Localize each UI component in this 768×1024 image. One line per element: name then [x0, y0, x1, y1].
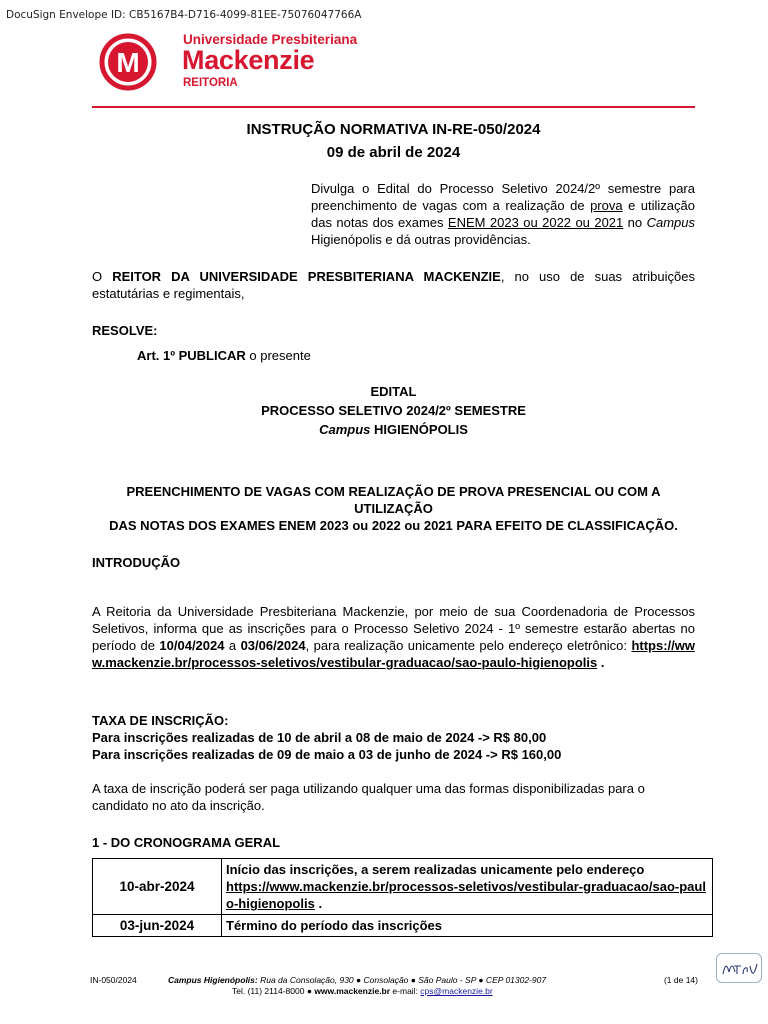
footer-code: IN-050/2024 — [90, 975, 137, 985]
footer-contact: Tel. (11) 2114-8000 ● www.mackenzie.br e-mail: cps@mackenzie.br — [232, 986, 493, 996]
ementa: Divulga o Edital do Processo Seletivo 2024/2º semestre para preenchimento de vagas com a realização de prova e utilização das notas dos exames ENEM 2023 ou 2022 ou 2021 no Campus Higienópolis e dá outras providências. — [311, 181, 695, 247]
taxa-inscricao: TAXA DE INSCRIÇÃO: Para inscrições realizadas de 10 de abril a 08 de maio de 2024 -> R$ 80,00 Para inscrições realizadas de 09 de maio a 03 de junho de 2024 -> R$ 160,00 — [92, 713, 562, 762]
initials-stamp — [716, 953, 762, 983]
header-divider — [92, 106, 695, 108]
logo-university: Universidade Presbiteriana — [183, 32, 358, 47]
cronograma-date: 10-abr-2024 — [93, 859, 222, 915]
document-date: 09 de abril de 2024 — [326, 144, 461, 161]
footer-email-link[interactable]: cps@mackenzie.br — [420, 986, 493, 996]
logo-subtitle: REITORIA — [183, 77, 238, 89]
taxa-paragraph: A taxa de inscrição poderá ser paga utilizando qualquer uma das formas disponibilizadas para o candidato no ato da inscrição. — [92, 781, 645, 813]
reitor-paragraph: O REITOR DA UNIVERSIDADE PRESBITERIANA MACKENZIE, no uso de suas atribuições estatutárias e regimentais, — [92, 269, 695, 301]
docusign-envelope-id: DocuSign Envelope ID: CB5167B4-D716-4099-81EE-75076047766A — [6, 9, 362, 21]
mackenzie-logo-icon — [98, 32, 158, 92]
introducao-heading: INTRODUÇÃO — [92, 555, 181, 570]
logo-name: Mackenzie — [182, 45, 315, 75]
cronograma-table — [92, 858, 713, 937]
intro-link[interactable]: https://www.mackenzie.br/processos-seletivos/vestibular-graduacao/sao-paulo-higienopolis — [92, 638, 695, 670]
cronograma-description: Término do período das inscrições — [222, 915, 713, 937]
table-row — [93, 859, 713, 915]
cronograma-date: 03-jun-2024 — [93, 915, 222, 937]
cronograma-heading: 1 - DO CRONOGRAMA GERAL — [92, 835, 281, 850]
document-title: INSTRUÇÃO NORMATIVA IN-RE-050/2024 — [246, 121, 541, 138]
cronograma-description: Início das inscrições, a serem realizadas unicamente pelo endereço https://www.mackenzie.br/processos-seletivos/vestibular-graduacao/sao-paulo-higienopolis . — [222, 859, 713, 915]
introducao-paragraph: A Reitoria da Universidade Presbiteriana Mackenzie, por meio de sua Coordenadoria de Processos Seletivos, informa que as inscrições para o Processo Seletivo 2024 - 1º semestre estarão abertas no período de 10/04/2024 a 03/06/2024, para realização unicamente pelo endereço eletrônico: https://www.mackenzie.br/processos-seletivos/vestibular-graduacao/sao-paulo-higienopolis . — [92, 604, 695, 670]
cronograma-link[interactable]: https://www.mackenzie.br/processos-seletivos/vestibular-graduacao/sao-paulo-higienopolis — [226, 879, 706, 911]
table-row — [93, 915, 713, 937]
preenchimento-heading: PREENCHIMENTO DE VAGAS COM REALIZAÇÃO DE PROVA PRESENCIAL OU COM A UTILIZAÇÃO DAS NOTAS DOS EXAMES ENEM 2023 ou 2022 ou 2021 PARA EFEITO DE CLASSIFICAÇÃO. — [109, 484, 678, 533]
footer-address: Campus Higienópolis: Rua da Consolação, 930 ● Consolação ● São Paulo - SP ● CEP 01302-907 — [168, 975, 547, 985]
footer-page-number: (1 de 14) — [663, 975, 698, 985]
resolve-heading: RESOLVE: — [92, 323, 158, 338]
edital-heading: EDITAL PROCESSO SELETIVO 2024/2º SEMESTRE Campus HIGIENÓPOLIS — [261, 384, 526, 437]
article-1: Art. 1º PUBLICAR o presente — [137, 348, 311, 363]
logo-letter: M — [116, 47, 140, 78]
